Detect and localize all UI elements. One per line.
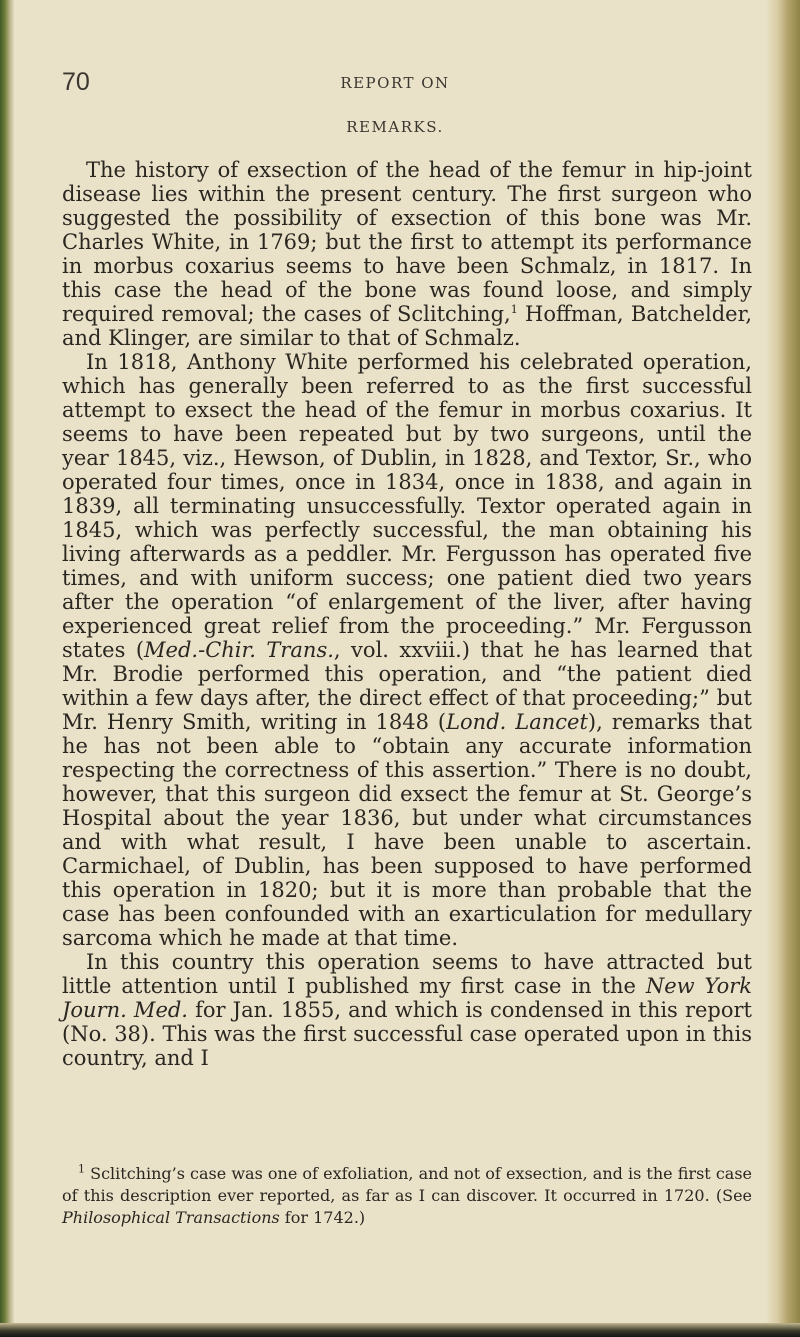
text-run: , vol. xxviii.) that he has learned that Mr. Brodie performed this operation, and “the patient died within a few days after, the direct effect of that proceeding;” but Mr. Henry Smith, writing in 1848 ( [62,638,753,734]
text-run: Sclitching’s case was one of exfoliation, and not of exsection, and is the first case of this description ever reported, as far as I can discover. It occurred in 1720. (See [62,1164,752,1205]
body-text [62,158,752,1070]
footnote [62,1163,752,1229]
section-title: REMARKS. [346,118,444,136]
left-page-edge [0,0,14,1337]
text-run: for 1742.) [279,1208,366,1227]
book-page [24,0,766,1320]
text-run: The history of exsection of the head of the femur in hip-joint disease lies within the present century. The first surgeon who suggested the possibility of exsection of this bone was Mr. Charles White, in 1769; but the first to attempt its performance in morbus coxarius seems to have been Schmalz, in 1817. In this case the head of the bone was found loose, and simply required removal; the cases of Sclitching, [62,158,752,326]
text-run: In this country this operation seems to have attracted but little attention until I published my first case in the [62,950,752,998]
footnotes [62,1163,752,1229]
page-number: 70 [62,68,90,96]
italic-citation: Med.-Chir. Trans. [144,638,334,662]
bottom-page-edge [0,1323,800,1337]
paragraph [62,158,752,350]
footnote-marker: 1 [510,303,518,316]
right-page-edge [766,0,800,1337]
text-run: for Jan. 1855, and which is condensed in this report (No. 38). This was the first successful case operated upon in this country, and I [62,998,753,1070]
italic-citation: New York Journ. Med. [62,974,752,1022]
running-head: REPORT ON [340,74,450,92]
paragraph [62,350,752,950]
text-run: ), remarks that he has not been able to “obtain any accurate information respecting the correctness of this assertion.” There is no doubt, however, that this surgeon did exsect the femur at St. George’s Hospital about the year 1836, but under what circumstances and with what result, I have been unable to ascertain. Carmichael, of Dublin, has been supposed to have performed this operation in 1820; but it is more than probable that the case has been confounded with an exarticulation for medullary sarcoma which he made at that time. [62,710,752,950]
text-run: Hoffman, Batchelder, and Klinger, are similar to that of Schmalz. [62,302,752,350]
footnote-marker: 1 [78,1162,85,1176]
italic-citation: Lond. Lancet [446,710,588,734]
page-header [24,68,766,100]
paragraph [62,950,752,1070]
text-run: In 1818, Anthony White performed his celebrated operation, which has generally been referred to as the first successful attempt to exsect the head of the femur in morbus coxarius. It seems to have been repeated but by two surgeons, until the year 1845, viz., Hewson, of Dublin, in 1828, and Textor, Sr., who operated four times, once in 1834, once in 1838, and again in 1839, all terminating unsuccessfully. Textor operated again in 1845, which was perfectly successful, the man obtaining his living afterwards as a peddler. Mr. Fergusson has operated five times, and with uniform success; one patient died two years after the operation “of enlargement of the liver, after having experienced great relief from the proceeding.” Mr. Fergusson states ( [62,350,752,662]
italic-citation: Philosophical Transactions [62,1208,280,1227]
